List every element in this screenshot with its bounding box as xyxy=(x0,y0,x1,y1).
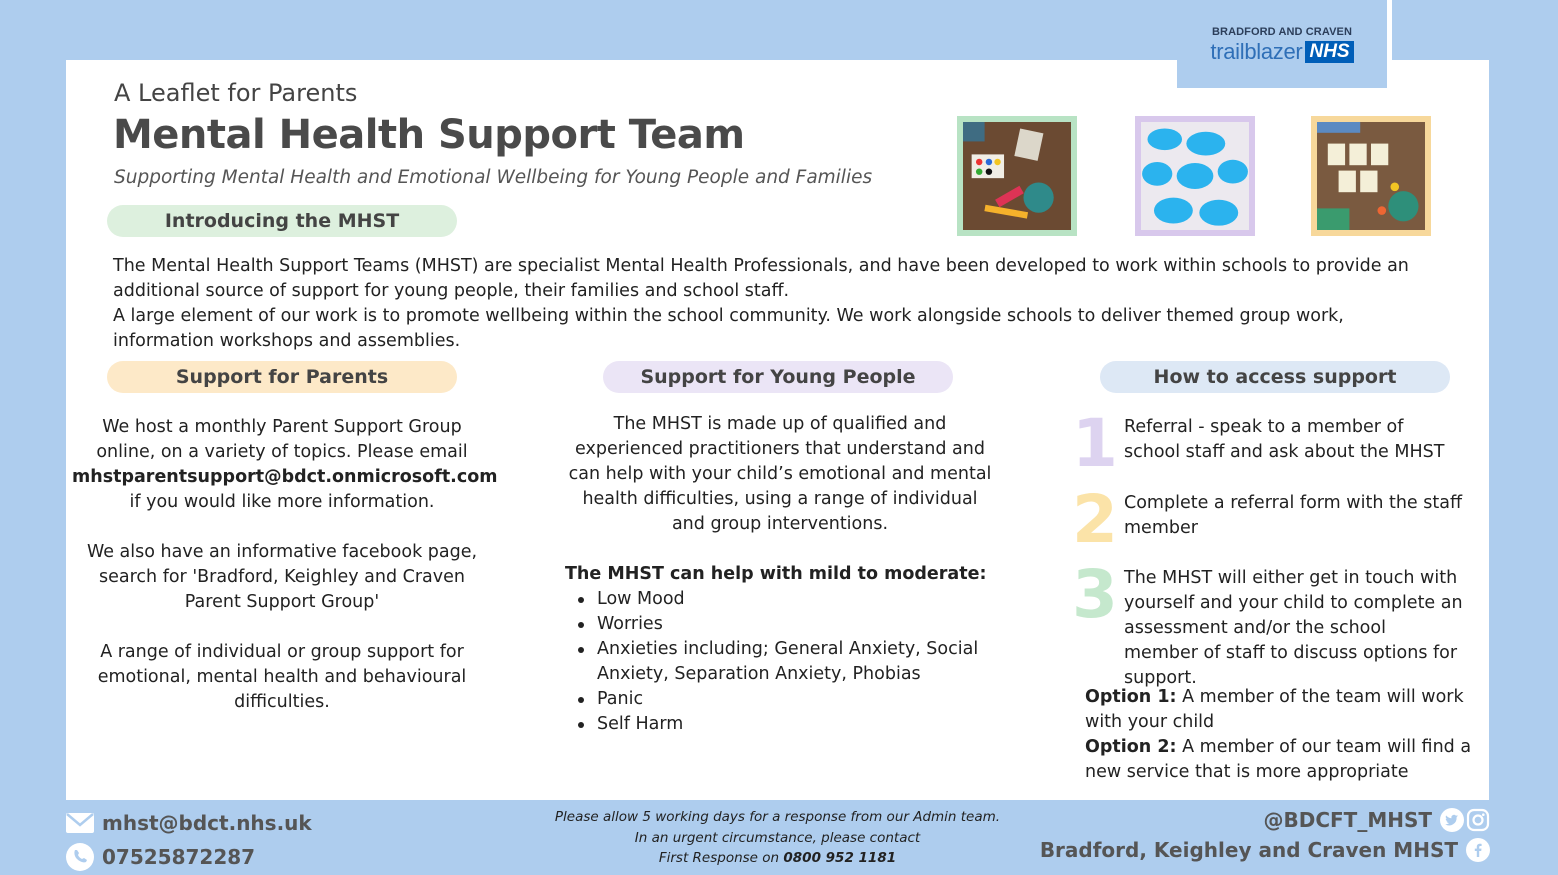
intro-text xyxy=(113,254,1443,354)
step-text: The MHST will either get in touch with yourself and your child to complete an assessment and/or the school member of staff to discuss options for support. xyxy=(1124,568,1463,688)
photo-activity-table xyxy=(1311,116,1431,236)
list-item: Low Mood xyxy=(597,587,995,612)
step-number: 1 xyxy=(1072,405,1118,482)
footer-note-line-2: In an urgent circumstance, please contact xyxy=(634,829,921,846)
option-2-label: Option 2: xyxy=(1085,737,1177,757)
option-1 xyxy=(1085,685,1475,735)
intro-paragraph-1: The Mental Health Support Teams (MHST) are specialist Mental Health Professionals, and have been developed to work within schools to provide an additional source of support for young people, their families and school staff. xyxy=(113,256,1409,301)
young-people-column xyxy=(565,412,995,737)
intro-heading: Introducing the MHST xyxy=(107,205,457,237)
parents-p1-after: if you would like more information. xyxy=(129,492,435,512)
help-list-heading: The MHST can help with mild to moderate: xyxy=(565,564,987,584)
twitter-icon[interactable] xyxy=(1440,808,1464,832)
footer-social xyxy=(1040,806,1490,866)
phone-icon xyxy=(66,843,94,871)
step-text: Complete a referral form with the staff member xyxy=(1124,493,1463,538)
parents-paragraph-2: We also have an informative facebook page, search for 'Bradford, Keighley and Craven Parent Support Group' xyxy=(86,542,478,612)
page-subtitle: Supporting Mental Health and Emotional Wellbeing for Young People and Families xyxy=(114,167,873,188)
photo-blue-clouds xyxy=(1135,116,1255,236)
list-item: Worries xyxy=(597,612,995,637)
step-number: 3 xyxy=(1072,556,1118,633)
parents-heading: Support for Parents xyxy=(107,361,457,393)
mail-icon xyxy=(66,809,94,837)
pre-title: A Leaflet for Parents xyxy=(114,79,358,107)
step-number: 2 xyxy=(1072,481,1118,558)
footer-note-line-1: Please allow 5 working days for a response from our Admin team. xyxy=(554,809,1001,825)
list-item: Anxieties including; General Anxiety, Social Anxiety, Separation Anxiety, Phobias xyxy=(597,637,995,687)
footer-note-line-3 xyxy=(540,848,1015,869)
footer-phone-link[interactable]: 07525872287 xyxy=(102,845,256,869)
first-response-number[interactable]: 0800 952 1181 xyxy=(783,850,897,866)
parents-paragraph-1 xyxy=(72,415,498,515)
parent-support-email-link[interactable]: mhstparentsupport@bdct.onmicrosoft.com xyxy=(72,467,498,487)
young-people-lead: The MHST is made up of qualified and experienced practitioners that understand and can help with your child’s emotional and mental health difficulties, using a range of individual and group interventions. xyxy=(568,414,992,534)
list-item: Panic xyxy=(597,687,995,712)
option-1-text: A member of the team will work with your child xyxy=(1085,687,1464,732)
step-text: Referral - speak to a member of school staff and ask about the MHST xyxy=(1124,417,1445,462)
footer-contacts xyxy=(66,806,312,874)
parents-p1-text: We host a monthly Parent Support Group online, on a variety of topics. Please email xyxy=(96,417,468,462)
first-response-label: First Response on xyxy=(658,850,780,866)
support-options xyxy=(1085,685,1475,785)
option-2 xyxy=(1085,735,1475,785)
photo-craft-table xyxy=(957,116,1077,236)
footer-email-link[interactable]: mhst@bdct.nhs.uk xyxy=(102,811,312,835)
facebook-icon[interactable] xyxy=(1466,838,1490,862)
option-2-text: A member of our team will find a new service that is more appropriate xyxy=(1085,737,1472,782)
nhs-logo xyxy=(1177,0,1392,88)
intro-paragraph-2: A large element of our work is to promote wellbeing within the school community. We work alongside schools to deliver themed group work, information workshops and assemblies. xyxy=(113,306,1344,351)
footer-note xyxy=(540,807,1015,869)
nhs-badge: NHS xyxy=(1305,41,1353,63)
help-list xyxy=(565,587,995,737)
list-item: Self Harm xyxy=(597,712,995,737)
facebook-page-link[interactable]: Bradford, Keighley and Craven MHST xyxy=(1039,838,1458,862)
parents-paragraph-3: A range of individual or group support for emotional, mental health and behavioural difficulties. xyxy=(97,642,467,712)
young-people-heading: Support for Young People xyxy=(603,361,953,393)
parents-column xyxy=(72,415,498,740)
page-title: Mental Health Support Team xyxy=(113,112,745,158)
instagram-icon[interactable] xyxy=(1466,808,1490,832)
access-heading: How to access support xyxy=(1100,361,1450,393)
logo-word: trailblazer xyxy=(1210,39,1303,64)
option-1-label: Option 1: xyxy=(1085,687,1177,707)
twitter-handle-link[interactable]: @BDCFT_MHST xyxy=(1263,808,1432,832)
logo-top-text: BRADFORD AND CRAVEN xyxy=(1211,26,1352,38)
